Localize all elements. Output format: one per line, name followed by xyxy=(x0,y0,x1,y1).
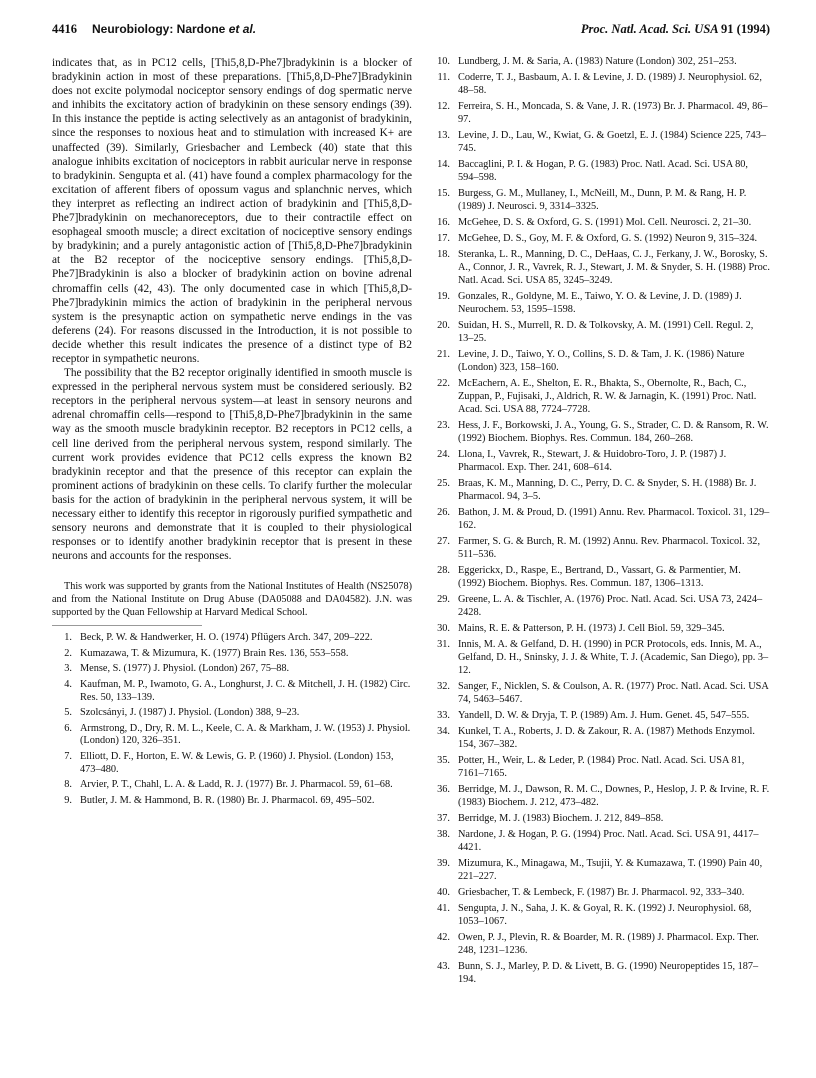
reference-number: 3. xyxy=(64,663,72,675)
reference-text: Griesbacher, T. & Lembeck, F. (1987) Br. J. Pharmacol. 92, 333–340. xyxy=(458,887,745,899)
reference-item xyxy=(52,707,412,720)
reference-text: Butler, J. M. & Hammond, B. R. (1980) Br. J. Pharmacol. 69, 495–502. xyxy=(80,794,375,806)
reference-item xyxy=(52,751,412,777)
reference-number: 26. xyxy=(437,507,450,519)
reference-number: 27. xyxy=(437,536,450,548)
reference-item xyxy=(430,887,770,900)
reference-number: 12. xyxy=(437,101,450,113)
reference-number: 6. xyxy=(64,722,72,734)
reference-item xyxy=(430,565,770,591)
reference-text: Ferreira, S. H., Moncada, S. & Vane, J. R. (1973) Br. J. Pharmacol. 49, 86–97. xyxy=(458,101,768,125)
reference-number: 38. xyxy=(437,829,450,841)
reference-text: McEachern, A. E., Shelton, E. R., Bhakta, S., Obernolte, R., Bach, C., Zuppan, P., Fujisaki, J., Aldrich, R. W. & Jarnagin, K. (1991) Proc. Natl. Acad. Sci. USA 88, 7724–7728. xyxy=(458,378,757,415)
section-name: Neurobiology: Nardone xyxy=(92,22,226,36)
reference-text: Beck, P. W. & Handwerker, H. O. (1974) Pflügers Arch. 347, 209–222. xyxy=(80,632,373,644)
reference-text: Gonzales, R., Goldyne, M. E., Taiwo, Y. O. & Levine, J. D. (1989) J. Neurochem. 53, 1595–1598. xyxy=(458,291,742,316)
reference-text: McGehee, D. S., Goy, M. F. & Oxford, G. S. (1992) Neuron 9, 315–324. xyxy=(458,233,758,245)
reference-text: Innis, M. A. & Gelfand, D. H. (1990) in PCR Protocols, eds. Innis, M. A., Gelfand, D. H., Sninsky, J. J. & White, T. J. (Academic, San Diego), pp. 3–12. xyxy=(458,639,769,676)
reference-number: 13. xyxy=(437,130,450,142)
reference-number: 41. xyxy=(437,903,450,915)
reference-text: Sengupta, J. N., Saha, J. K. & Goyal, R. K. (1992) J. Neurophysiol. 68, 1053–1067. xyxy=(458,903,752,928)
reference-item xyxy=(430,813,770,826)
reference-item xyxy=(430,858,770,884)
reference-number: 37. xyxy=(437,813,450,825)
section-title xyxy=(92,22,256,36)
journal-volume: 91 (1994) xyxy=(721,22,770,36)
reference-item xyxy=(52,679,412,705)
reference-number: 28. xyxy=(437,565,450,577)
reference-number: 32. xyxy=(437,681,450,693)
reference-item xyxy=(52,632,412,645)
left-column xyxy=(52,56,412,810)
reference-text: Levine, J. D., Lau, W., Kwiat, G. & Goetzl, E. J. (1984) Science 225, 743–745. xyxy=(458,130,766,154)
separator-rule xyxy=(52,625,202,626)
reference-text: Kunkel, T. A., Roberts, J. D. & Zakour, R. A. (1987) Methods Enzymol. 154, 367–382. xyxy=(458,726,755,751)
reference-text: Mizumura, K., Minagawa, M., Tsujii, Y. & Kumazawa, T. (1990) Pain 40, 221–227. xyxy=(458,858,763,883)
reference-text: Farmer, S. G. & Burch, R. M. (1992) Annu. Rev. Pharmacol. Toxicol. 32, 511–536. xyxy=(458,536,761,560)
reference-text: Eggerickx, D., Raspe, E., Bertrand, D., Vassart, G. & Parmentier, M. (1992) Biochem. Biophys. Res. Commun. 187, 1306–1313. xyxy=(458,565,741,589)
reference-number: 23. xyxy=(437,420,450,432)
reference-text: Elliott, D. F., Horton, E. W. & Lewis, G. P. (1960) J. Physiol. (London) 153, 473–480. xyxy=(80,750,394,775)
reference-item xyxy=(52,723,412,749)
page-number: 4416 xyxy=(52,22,77,36)
reference-item xyxy=(430,784,770,810)
reference-number: 40. xyxy=(437,887,450,899)
reference-number: 11. xyxy=(437,72,450,84)
reference-text: Owen, P. J., Plevin, R. & Boarder, M. R. (1989) J. Pharmacol. Exp. Ther. 248, 1231–1236. xyxy=(458,932,759,957)
reference-text: Bunn, S. J., Marley, P. D. & Livett, B. G. (1990) Neuropeptides 15, 187–194. xyxy=(458,961,759,986)
reference-number: 22. xyxy=(437,378,450,390)
reference-item xyxy=(430,726,770,752)
reference-item xyxy=(430,420,770,446)
reference-item xyxy=(430,320,770,346)
reference-number: 42. xyxy=(437,932,450,944)
reference-item xyxy=(430,249,770,288)
section-suffix: et al. xyxy=(228,22,257,36)
reference-number: 10. xyxy=(437,56,450,67)
reference-number: 18. xyxy=(437,249,450,261)
reference-number: 36. xyxy=(437,784,450,796)
reference-item xyxy=(430,349,770,375)
reference-text: Szolcsányi, J. (1987) J. Physiol. (London) 388, 9–23. xyxy=(80,707,300,719)
reference-text: Yandell, D. W. & Dryja, T. P. (1989) Am. J. Hum. Genet. 45, 547–555. xyxy=(458,710,750,722)
reference-number: 33. xyxy=(437,710,450,722)
reference-item xyxy=(430,378,770,417)
reference-text: Coderre, T. J., Basbaum, A. I. & Levine, J. D. (1989) J. Neurophysiol. 62, 48–58. xyxy=(458,72,762,96)
reference-text: Mense, S. (1977) J. Physiol. (London) 267, 75–88. xyxy=(80,663,290,675)
journal-name: Proc. Natl. Acad. Sci. USA xyxy=(580,22,718,36)
reference-item xyxy=(430,755,770,781)
reference-item xyxy=(430,932,770,958)
reference-item xyxy=(430,159,770,185)
reference-item xyxy=(430,681,770,707)
reference-number: 31. xyxy=(437,639,450,651)
reference-number: 29. xyxy=(437,594,450,606)
right-column xyxy=(430,56,770,990)
reference-text: McGehee, D. S. & Oxford, G. S. (1991) Mol. Cell. Neurosci. 2, 21–30. xyxy=(458,217,752,229)
reference-number: 25. xyxy=(437,478,450,490)
reference-number: 19. xyxy=(437,291,450,303)
reference-text: Hess, J. F., Borkowski, J. A., Young, G. S., Strader, C. D. & Ransom, R. W. (1992) Biochem. Biophys. Res. Commun. 184, 260–268. xyxy=(458,420,769,444)
reference-item xyxy=(52,779,412,792)
reference-text: Arvier, P. T., Chahl, L. A. & Ladd, R. J. (1977) Br. J. Pharmacol. 59, 61–68. xyxy=(80,779,393,791)
reference-item xyxy=(430,639,770,678)
reference-text: Braas, K. M., Manning, D. C., Perry, D. C. & Snyder, S. H. (1988) Br. J. Pharmacol. 94, 3–5. xyxy=(458,478,757,502)
reference-number: 24. xyxy=(437,449,450,461)
reference-number: 35. xyxy=(437,755,450,767)
reference-item xyxy=(430,507,770,533)
reference-item xyxy=(430,217,770,230)
reference-text: Kaufman, M. P., Iwamoto, G. A., Longhurst, J. C. & Mitchell, J. H. (1982) Circ. Res. 50, 133–139. xyxy=(80,678,411,703)
reference-text: Nardone, J. & Hogan, P. G. (1994) Proc. Natl. Acad. Sci. USA 91, 4417–4421. xyxy=(458,829,759,854)
reference-number: 30. xyxy=(437,623,450,635)
reference-text: Llona, I., Vavrek, R., Stewart, J. & Huidobro-Toro, J. P. (1987) J. Pharmacol. Exp. Ther. 241, 608–614. xyxy=(458,449,727,473)
reference-item xyxy=(430,710,770,723)
reference-number: 1. xyxy=(64,632,72,644)
reference-item xyxy=(430,961,770,987)
body-paragraph-2: The possibility that the B2 receptor originally identified in smooth muscle is expressed in the peripheral nervous system must be considered seriously. B2 receptors in the peripheral nervous system—at least in sensory neurons and adrenal chromaffin cells—respond to [Thi5,8,D-Phe7]bradykinin in the same way as the smooth muscle bradykinin receptor. B2 receptors in PC12 cells, a cell line derived from the peripheral nervous system, respond similarly. The current work provides evidence that PC12 cells express the known B2 bradykinin receptor and that the presence of this receptor can explain the prominent actions of bradykinin on these cells. To clarify further the molecular basis for the action of bradykinin in the peripheral nervous system, it will be necessary either to identify this receptor in rigorously purified sympathetic and sensory neurons and demonstrate that it is coupled to their physiological responses or to identify another bradykinin receptor that is present in these neurons and accounts for the responses. xyxy=(52,367,412,563)
acknowledgment: This work was supported by grants from the National Institutes of Health (NS25078) and from the National Institute on Drug Abuse (DA05088 and DA04582). J.N. was supported by the Quan Fellowship at Harvard Medical School. xyxy=(52,581,412,618)
reference-number: 8. xyxy=(64,779,72,791)
journal-citation xyxy=(581,22,770,37)
reference-number: 34. xyxy=(437,726,450,738)
reference-number: 14. xyxy=(437,159,450,171)
reference-text: Greene, L. A. & Tischler, A. (1976) Proc. Natl. Acad. Sci. USA 73, 2424–2428. xyxy=(458,594,763,618)
reference-text: Bathon, J. M. & Proud, D. (1991) Annu. Rev. Pharmacol. Toxicol. 31, 129–162. xyxy=(458,507,770,531)
reference-text: Mains, R. E. & Patterson, P. H. (1973) J. Cell Biol. 59, 329–345. xyxy=(458,623,725,635)
reference-item xyxy=(430,449,770,475)
reference-list-left xyxy=(52,632,412,808)
reference-item xyxy=(430,829,770,855)
reference-item xyxy=(52,648,412,661)
reference-item xyxy=(430,56,770,69)
reference-text: Steranka, L. R., Manning, D. C., DeHaas, C. J., Ferkany, J. W., Borosky, S. A., Connor, J. R., Vavrek, R. J., Stewart, J. M. & Snyder, S. H. (1988) Proc. Natl. Acad. Sci. USA 85, 3245–3249. xyxy=(458,249,770,287)
reference-text: Baccaglini, P. I. & Hogan, P. G. (1983) Proc. Natl. Acad. Sci. USA 80, 594–598. xyxy=(458,159,749,183)
reference-text: Lundberg, J. M. & Saria, A. (1983) Nature (London) 302, 251–253. xyxy=(458,56,737,67)
reference-item xyxy=(430,291,770,317)
reference-item xyxy=(430,72,770,98)
reference-number: 9. xyxy=(64,794,72,806)
reference-text: Potter, H., Weir, L. & Leder, P. (1984) Proc. Natl. Acad. Sci. USA 81, 7161–7165. xyxy=(458,755,745,780)
page-header xyxy=(52,22,770,42)
reference-text: Berridge, M. J., Dawson, R. M. C., Downes, P., Heslop, J. P. & Irvine, R. F. (1983) Biochem. J. 212, 473–482. xyxy=(458,784,770,809)
reference-item xyxy=(430,623,770,636)
reference-number: 15. xyxy=(437,188,450,200)
reference-text: Suidan, H. S., Murrell, R. D. & Tolkovsky, A. M. (1991) Cell. Regul. 2, 13–25. xyxy=(458,320,754,345)
reference-number: 16. xyxy=(437,217,450,229)
reference-item xyxy=(52,795,412,808)
reference-number: 43. xyxy=(437,961,450,973)
body-paragraph-1: indicates that, as in PC12 cells, [Thi5,8,D-Phe7]bradykinin is a blocker of bradykinin action in most of these preparations. [Thi5,8,D-Phe7]Bradykinin does not excite polymodal nociceptor sensory endings of dog spermatic nerve and inhibits the excitatory action of bradykinin on these sensory endings (39). In this instance the peptide is acting selectively as an antagonist of bradykinin, since the responses to noxious heat and to stimulation with increased K+ are unaffected (39). Similarly, Griesbacher and Lembeck (40) state that this analogue inhibits excitation of nociceptors in rabbit auricular nerve in response to bradykinin. Sengupta et al. (41) have found a complex pharmacology for the excitation of afferent fibers of opossum vagus and splanchnic nerves, which they interpret as reflecting an indirect action of bradykinin and [Thi5,8,D-Phe7]bradykinin on mechanoreceptors, due to their contractile effect on esophageal smooth muscle; a direct excitation of nociceptive sensory endings by bradykinin; and a purely antagonistic action of [Thi5,8,D-Phe7]bradykinin at the B2 receptor of the nociceptive sensory endings. [Thi5,8,D-Phe7]Bradykinin is also a blocker of bradykinin action on bovine adrenal chromaffin cells (42, 43). The only documented case in which [Thi5,8,D-Phe7]bradykinin mimics the action of bradykinin in the peripheral nervous system is the presynaptic action on sympathetic nerve endings in the vas deferens (24). For reasons discussed in the Introduction, it is not possible to decide whether this result indicates the presence of a distinct type of B2 receptor in sympathetic neurons. xyxy=(52,57,412,365)
reference-number: 17. xyxy=(437,233,450,245)
reference-item xyxy=(430,903,770,929)
reference-text: Sanger, F., Nicklen, S. & Coulson, A. R. (1977) Proc. Natl. Acad. Sci. USA 74, 5463–5467. xyxy=(458,681,769,705)
reference-number: 5. xyxy=(64,707,72,719)
reference-item xyxy=(430,130,770,156)
reference-text: Burgess, G. M., Mullaney, I., McNeill, M., Dunn, P. M. & Rang, H. P. (1989) J. Neurosci. 9, 3314–3325. xyxy=(458,188,747,212)
reference-number: 2. xyxy=(64,647,72,659)
reference-text: Armstrong, D., Dry, R. M. L., Keele, C. A. & Markham, J. W. (1953) J. Physiol. (London) 120, 326–351. xyxy=(80,722,411,747)
reference-text: Kumazawa, T. & Mizumura, K. (1977) Brain Res. 136, 553–558. xyxy=(80,647,349,659)
reference-text: Berridge, M. J. (1983) Biochem. J. 212, 849–858. xyxy=(458,813,664,825)
reference-item xyxy=(52,663,412,676)
reference-number: 39. xyxy=(437,858,450,870)
reference-number: 4. xyxy=(64,678,72,690)
reference-list-right xyxy=(430,56,770,987)
reference-text: Levine, J. D., Taiwo, Y. O., Collins, S. D. & Tam, J. K. (1986) Nature (London) 323, 158–160. xyxy=(458,349,745,374)
reference-item xyxy=(430,101,770,127)
reference-item xyxy=(430,536,770,562)
reference-item xyxy=(430,478,770,504)
reference-item xyxy=(430,188,770,214)
reference-item xyxy=(430,233,770,246)
reference-item xyxy=(430,594,770,620)
reference-number: 21. xyxy=(437,349,450,361)
reference-number: 7. xyxy=(64,750,72,762)
reference-number: 20. xyxy=(437,320,450,332)
